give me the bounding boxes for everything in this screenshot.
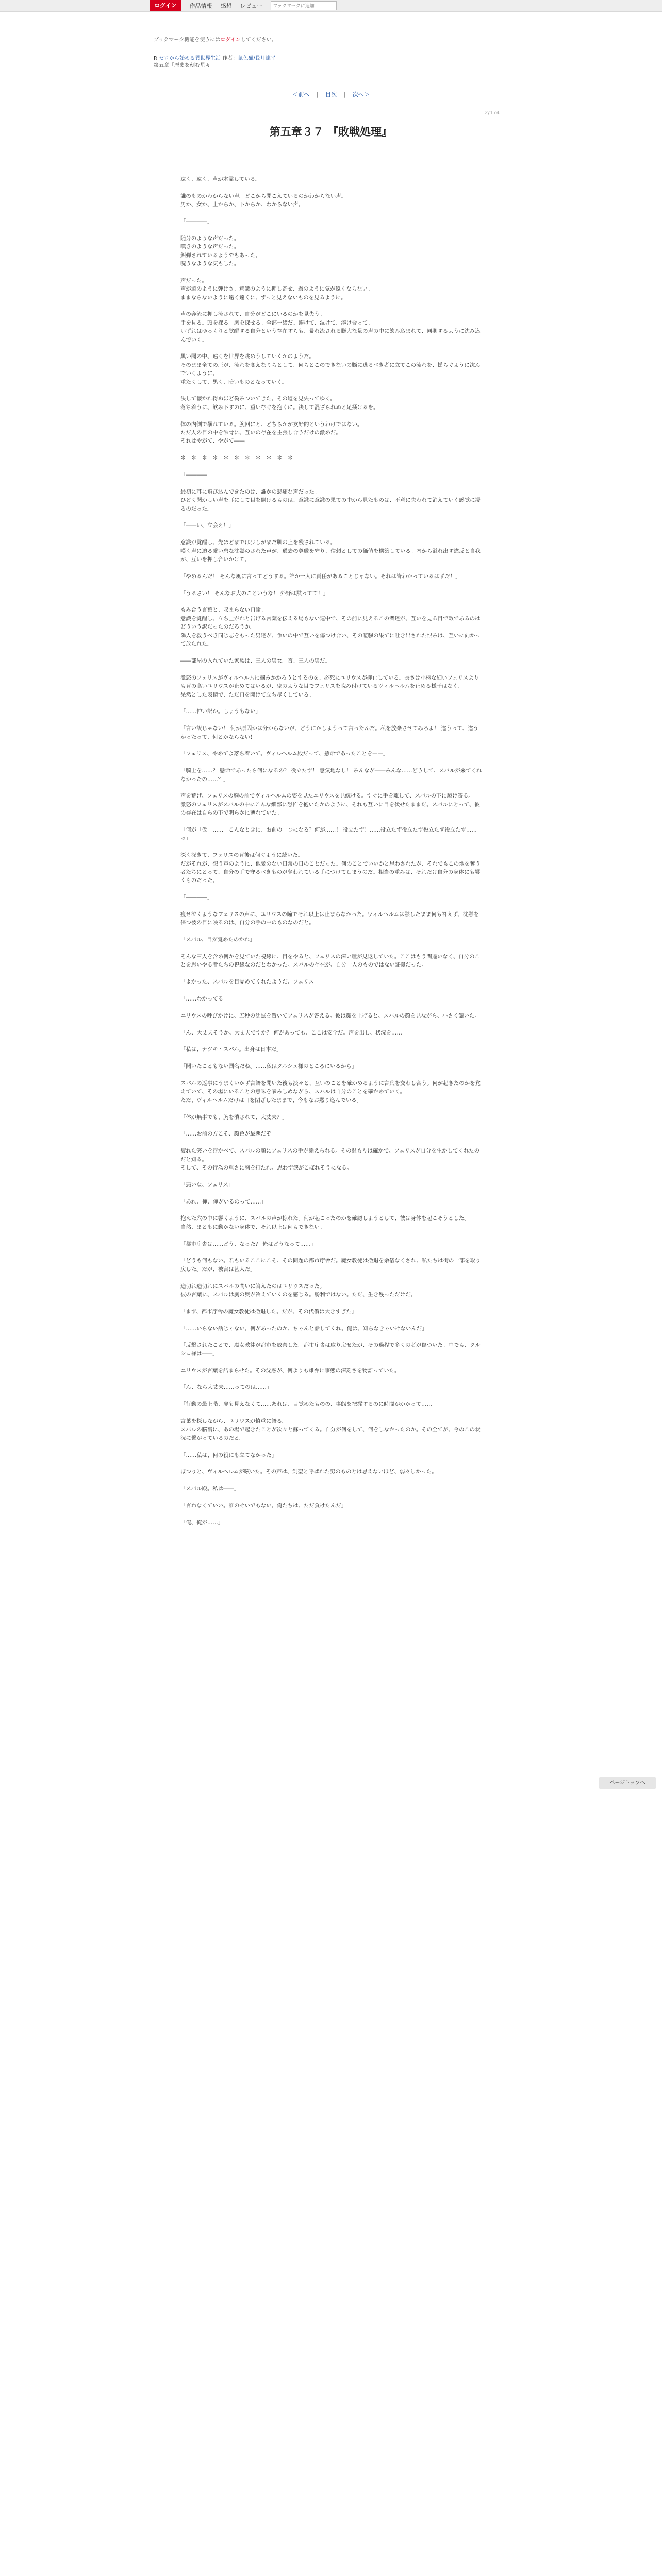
text-line: 「反撃されたことで、魔女教徒が都市を放棄した。都市庁舎は取り戻せたが、その過程で多くの者が傷ついた。中でも、クルシュ様は――」 xyxy=(180,1342,481,1357)
novel-body xyxy=(180,175,482,1536)
paragraph xyxy=(180,1341,482,1358)
text-line: 最初に耳に飛び込んできたのは、誰かの悲痛な声だった。 xyxy=(180,488,320,495)
paragraph xyxy=(180,674,482,699)
paragraph xyxy=(180,1130,482,1138)
paragraph xyxy=(180,826,482,843)
text-line: ＊ ＊ ＊ ＊ ＊ ＊ ＊ ＊ ＊ ＊ ＊ xyxy=(180,455,293,462)
text-line: 「やめるんだ！ そんな風に言ってどうする。誰か一人に責任があることじゃない。それは皆わかっているはずだ！」 xyxy=(180,573,461,580)
paragraph xyxy=(180,1417,482,1443)
text-line: もみ合う言葉と、収まらない口論。 xyxy=(180,607,267,614)
bookmark-notice-suffix: してください。 xyxy=(240,37,277,43)
text-line: 抱えた穴の中に響くように、スバルの声が掠れた。何が起こったのかを確認しようとして、彼は身体を起こそうとした。 xyxy=(180,1215,470,1222)
page-title: 第五章３７ 『敗戦処理』 xyxy=(269,126,393,138)
text-line: 呪うなような気もした。 xyxy=(180,261,240,267)
paragraph xyxy=(180,657,482,665)
paragraph xyxy=(180,521,482,530)
paragraph xyxy=(180,1400,482,1409)
nav-item-info[interactable]: 作品情報 xyxy=(189,3,212,9)
author-label: 作者： xyxy=(222,56,238,61)
paragraph xyxy=(180,217,482,226)
text-line: それはやがて、やがて――。 xyxy=(180,438,250,445)
episode-count: 2/174 xyxy=(485,110,500,116)
text-line: だがそれが、想う声のように、他愛のない日常の日のことだった。何のことでいいかと思わされたが、それでもこの地を奪う者たちにとって、自分の手で守るべきものが奪われている手につけてしまうのだ。相当の重みは、それだけ自分の身体にも響くものだった。 xyxy=(180,860,481,884)
paragraph xyxy=(180,1367,482,1375)
text-line: スバルの返事にうまくいかず言語を聞いた後も淡々と、互いのことを確かめるように言葉を交わし合う。何が起きたのかを覚えていて、その場にいることの意味を噛みしめながら、スバルは自分のことを確かめていく。 xyxy=(180,1080,481,1095)
paragraph xyxy=(180,1147,482,1172)
text-line: 重たくして、黒く、暗いものとなっていく。 xyxy=(180,379,288,385)
text-line: 「悪いな、フェリス」 xyxy=(180,1181,234,1188)
paragraph xyxy=(180,1308,482,1316)
text-line: 言葉を探しながら、ユリウスが慎重に語る。 xyxy=(180,1418,288,1425)
text-line: 遠く、遠く、声が木霊している。 xyxy=(180,176,261,182)
text-line: 「……わかってる」 xyxy=(180,995,229,1002)
paragraph xyxy=(180,1045,482,1054)
paragraph xyxy=(180,1062,482,1071)
text-line: 疲れた笑いを浮かべて、スバルの顔にフェリスの手が添えられる。その温もりは確かで、フェリスが自分を生かしてくれたのだと知る。 xyxy=(180,1148,479,1163)
text-line: 隣人を救うべき同じ志をもった男達が、争いの中で互いを傷つけ合い、その喧騒の果てに吐き出された恨みは、互いに向かって放たれた。 xyxy=(180,632,481,648)
paragraph xyxy=(180,606,482,648)
paragraph xyxy=(180,352,482,386)
paragraph xyxy=(180,471,482,479)
text-line: 「……仲い訳か。しょうもない」 xyxy=(180,708,261,715)
text-line: 「よかった、スバルを目覚めてくれたようだ、フェリス」 xyxy=(180,979,320,986)
paragraph xyxy=(180,1468,482,1476)
paragraph xyxy=(180,1257,482,1274)
text-line: 「……私は、何の役にも立てなかった」 xyxy=(180,1452,277,1459)
text-line: ――部屋の入れていた家族は、三人の男女。否、三人の男だ。 xyxy=(180,657,330,664)
text-line: ただ人の目の中を蝕骨に、互いの存在を主張し合うだけの激めだ。 xyxy=(180,430,341,436)
paragraph xyxy=(180,192,482,209)
text-line: 当然、まともに動かない身体で、それ以上は何もできない。 xyxy=(180,1224,325,1230)
paragraph xyxy=(180,310,482,344)
text-line: 「――――」 xyxy=(180,218,213,225)
text-line: 「言い訳じゃない！ 何が原因かは分からないが、どうにかしようって言ったんだ。私を放棄させてみろよ！ 違うって、違うかったって、何とかならない！」 xyxy=(180,725,478,740)
paragraph xyxy=(180,893,482,902)
paragraph xyxy=(180,572,482,581)
text-line: 糾弾されているようでもあった。 xyxy=(180,252,261,259)
text-line: 落ち着うに、飲み下すのに、重い存ぐを抱くに。決して混ざられぬと足掻けるを。 xyxy=(180,404,379,411)
text-line: 手を見る。頭を探る。胸を探せる。全部一緒だ。溺けて、混けて、溶け合って。 xyxy=(180,319,373,326)
text-line: 痩せ泣くようなフェリスの声に、ユリウスの瞳でそれ以上は止まらなかった。ヴィルヘルムは黙したまま何も答えず、沈黙を保つ彼の目に映るのは、自分の手の中のものなのだと。 xyxy=(180,911,479,926)
nav-item-reviews[interactable]: レビュー xyxy=(240,3,263,9)
top-bar-inner xyxy=(150,0,337,11)
paragraph xyxy=(180,707,482,716)
text-line: 「まず、都市庁舎の魔女教徒は撤退した。だが、その代償は大きすぎた」 xyxy=(180,1308,357,1315)
text-line: 激怒のフェリスがヴィルヘルムに摑みかかろうとするのを、必死にユリウスが抑止している。長さは小柄な細いフェリスよりも背の高いユリウスが止めてはいるが、鬼のような目でフェリスを睨み付けているヴィルヘルムを止める様子はなく、 xyxy=(180,674,479,690)
text-line: 途切れ途切れにスバルの問いに答えたのはユリウスだった。 xyxy=(180,1283,325,1290)
text-line: 声を荒げ、フェリスの胸の前でヴィルヘルムの姿を見たユリウスを見続ける。すぐに手を離して、スバルの下に駆け寄る。 xyxy=(180,793,474,800)
paragraph xyxy=(180,1240,482,1248)
pager-sep: | xyxy=(343,91,346,98)
text-line: 決して懐かれ得ぬほど偽みついてきた。その道を見失ってゆく。 xyxy=(180,396,336,402)
text-line: 「あれ、俺、俺がいるのって……」 xyxy=(180,1198,267,1205)
bookmark-notice xyxy=(154,35,277,43)
text-line: 「騎士を……？ 懸命であったら何になるの？ 役立たず！ 意気地なし！ みんなが――みんな……どうして、スバルが来てくれなかったの……？」 xyxy=(180,768,482,783)
text-line: 「フェリス、やめてよ落ち着いて。ヴィルヘルム殿だって、懸命であったことを——」 xyxy=(180,751,389,757)
paragraph xyxy=(180,1502,482,1510)
paragraph xyxy=(180,1012,482,1020)
text-line: 嘆きのような声だった。 xyxy=(180,244,240,250)
paragraph xyxy=(180,1282,482,1299)
paragraph xyxy=(180,767,482,784)
text-line: 深く深きて、フェリスの背後は何ぐように続いた。 xyxy=(180,852,304,859)
bookmark-login-link[interactable]: ログイン xyxy=(220,37,241,43)
text-line: 「私は、ナツキ・スバル。出身は日本だ」 xyxy=(180,1046,282,1053)
text-line: ままならないように遠く遠くに、ずっと見えないものを見るように。 xyxy=(180,294,346,301)
text-line: ぽつりと、ヴィルヘルムが呟いた。その声は、剣聖と呼ばれた男のものとは思えないほど、弱々しかった。 xyxy=(180,1469,437,1476)
series-title-link[interactable]: ゼロから始める異世界生活 xyxy=(159,56,221,61)
text-line: 意識を覚醒し、立ち上がれと告げる言葉を伝える場もない連中で、その前に見えるこの者達が、互いを見る目で敵であるのはどういう訳だったのだろうか。 xyxy=(180,615,481,631)
text-line: 「スバル、目が覚めたのかね」 xyxy=(180,937,255,943)
paragraph xyxy=(180,1113,482,1122)
text-line: 「……いらない話じゃない。何があったのか、ちゃんと話してくれ。俺は、知らなきゃいけないんだ」 xyxy=(180,1325,427,1332)
paragraph xyxy=(180,395,482,412)
page-top-button[interactable]: ページトップへ xyxy=(599,1777,656,1789)
paragraph xyxy=(180,589,482,598)
text-line: ユリウスの呼びかけに、五秒の沈黙を置いてフェリスが答える。彼は顔を上げると、スバルの顔を見ながら、小さく頷いた。 xyxy=(180,1012,480,1019)
text-line: 「うるさい！ そんなお大のこというな！ 外野は黙ってて！」 xyxy=(180,590,329,597)
text-line: そのまま全ての圧が、流れを変えなりらとして、何らとこのできないの脳に逃るべき者に立てこの流れを、揺らぐように沈んでいくように。 xyxy=(180,362,481,377)
paragraph xyxy=(180,978,482,986)
next-link[interactable]: 次へ＞ xyxy=(352,91,370,98)
paragraph xyxy=(180,910,482,927)
paragraph xyxy=(180,1383,482,1392)
paragraph xyxy=(180,538,482,564)
text-line: 「スバル殿。私は――」 xyxy=(180,1486,240,1493)
paragraph xyxy=(180,488,482,513)
prev-link[interactable]: ＜前へ xyxy=(292,91,310,98)
paragraph xyxy=(180,1451,482,1460)
text-line: 意識が覚醒し、先ほどまでは少しがまだ肌の上を残されている。 xyxy=(180,539,336,546)
text-line: 「……お前の方こそ、顔色が最悪だぞ」 xyxy=(180,1131,277,1138)
text-line: 「――い、立会え！」 xyxy=(180,522,234,529)
paragraph xyxy=(180,1519,482,1527)
text-line: そして、その行為の重さに胸を打たれ、思わず涙がこぼれそうになる。 xyxy=(180,1164,352,1171)
paragraph xyxy=(180,851,482,885)
paragraph xyxy=(180,936,482,944)
paragraph xyxy=(180,454,482,462)
text-line: 「行動の最上階、扉も見えなくて……あれは、目覚めたものの、事態を把握するのに時間がかかって……」 xyxy=(180,1401,438,1408)
text-line: 男か、女か、上からか、下からか、わからない声。 xyxy=(180,201,304,208)
text-line: 激怒のフェリスがスバルの中にこんな細部に恐怖を抱いたかのように、それも互いに目を伏せたままだ。スバルにとって、彼の存在は自らの下で明らかに薄れていた。 xyxy=(180,801,480,817)
paragraph xyxy=(180,724,482,741)
text-line: 「ん、大丈夫そうか。大丈夫ですか？ 何があっても、ここは安全だ。声を出し、状況を……」 xyxy=(180,1029,408,1036)
text-line: 誰のものかわからない声。どこから聞こえているのかわからない声。 xyxy=(180,193,347,199)
text-line: 彼の言葉に、スバルは胸の奥が冷えていくのを感じる。勝利ではない。ただ、生き残っただけだ。 xyxy=(180,1291,417,1298)
text-line: ユリウスが言葉を詰まらせた。その沈黙が、何よりも雄弁に事態の深刻さを物語っていた。 xyxy=(180,1367,400,1374)
text-line: 「俺、俺が……」 xyxy=(180,1519,224,1526)
text-line: 「言わなくていい。誰のせいでもない。俺たちは、ただ負けたんだ」 xyxy=(180,1502,347,1509)
top-bar xyxy=(0,0,662,12)
text-line: 「――――」 xyxy=(180,472,213,479)
text-line: いずれはゆっくりと覚醒する自分という存在すらも、暴れ流される膨大な量の声の中に飲み込まれて、同期するように沈み込んでいく。 xyxy=(180,328,481,343)
paragraph xyxy=(180,792,482,817)
text-line: 「――――」 xyxy=(180,894,213,901)
paragraph xyxy=(180,1079,482,1105)
paragraph xyxy=(180,1029,482,1037)
pager-sep: | xyxy=(316,91,319,98)
paragraph xyxy=(180,1325,482,1333)
text-line: 「ん、なら大丈夫……ってのは……」 xyxy=(180,1384,272,1391)
paragraph xyxy=(180,175,482,183)
text-line: 「どうも何もない。君もいるここにこそ、その問題の都市庁舎だ。魔女教徒は撤退を余儀なくされ、私たちは街の一部を取り戻した。だが、被害は甚大だ」 xyxy=(180,1258,481,1273)
bookmark-input[interactable] xyxy=(271,1,337,10)
text-line: スバルの脳裏に、あの場で起きたことが次々と蘇ってくる。自分が何をして、何をしなかったのか。その全てが、今のこの状況に繋がっているのだと。 xyxy=(180,1427,481,1442)
text-line: 体の内側で暴れている。腕回にと、どちらかが友好的というわけではない。 xyxy=(180,421,363,428)
paragraph xyxy=(180,277,482,302)
text-line: そんな三人を含め何かを見ていた視線に、目をやると、フェリスの深い瞳が見返していた。ここはもう間違いなく、自分のことを思いやる者たちの視線なのだとわかった。スバルの存在が、自分一人のものではない証拠だった。 xyxy=(180,953,480,969)
paragraph xyxy=(180,1485,482,1493)
text-line: 「何が「仮」……」こんなときに、お前の一つになる？何が……！ 役立たず！……役立たず役立たず役立たず役立たず……っ」 xyxy=(180,826,477,842)
text-line: 黒い闇の中、遠くを世界を眺めうしていくかのようだ。 xyxy=(180,353,315,360)
login-button[interactable]: ログイン xyxy=(150,0,181,11)
paragraph xyxy=(180,995,482,1003)
text-line: 声の奔流に押し流されて、自分がどこにいるのかを見失う。 xyxy=(180,311,325,318)
bookmark-notice-prefix: ブックマーク機能を使うには xyxy=(154,37,221,43)
series-info xyxy=(154,54,276,61)
paragraph xyxy=(180,234,482,268)
nav-item-impressions[interactable]: 感想 xyxy=(220,3,232,9)
text-line: ひどく聞かしい声を耳にして目を開けるものは、意識に意識の果ての中から見たものは、不意に失われて消えていく感覚に浸るのだった。 xyxy=(180,497,481,512)
text-line: 声が遠のように弾けさ、意識のように押し寄せ、過のように気が遠くならない。 xyxy=(180,286,373,293)
rating-mark: R xyxy=(154,56,157,61)
paragraph xyxy=(180,420,482,446)
toc-link[interactable]: 目次 xyxy=(325,91,337,98)
episode-pager xyxy=(0,90,662,98)
text-line: 呆然とした表情で、ただ口を開けて立ち尽くしている。 xyxy=(180,691,315,698)
paragraph xyxy=(180,1214,482,1231)
text-line: ただ、ヴィルヘルムだけは口を閉ざしたままで、今もなお黙り込んでいる。 xyxy=(180,1097,362,1104)
text-line: 「体が無事でも、胸を潰されて、大丈夫？」 xyxy=(180,1114,288,1121)
paragraph xyxy=(180,750,482,758)
paragraph xyxy=(180,953,482,970)
text-line: 「聞いたこともない国名だね。……私はクルシュ様のところにいるから」 xyxy=(180,1063,357,1070)
text-line: 「都市庁舎は……どう、なった？ 俺はどうなって……」 xyxy=(180,1241,317,1247)
text-line: 随分のような声だった。 xyxy=(180,235,240,242)
text-line: 声だった。 xyxy=(180,277,207,284)
text-line: 嘆く声に迫る繋い碧な沈黙のされた声が、過去の尊厳を守り、信頼としての価値を構築している。内から溢れ出す違反と自我が、互いを押し合いかけて。 xyxy=(180,548,481,563)
paragraph xyxy=(180,1198,482,1206)
author-link[interactable]: 鼠色猫/長月達平 xyxy=(238,56,276,61)
chapter-name: 第五章「歴史を刻む星々」 xyxy=(154,63,216,69)
paragraph xyxy=(180,1181,482,1189)
